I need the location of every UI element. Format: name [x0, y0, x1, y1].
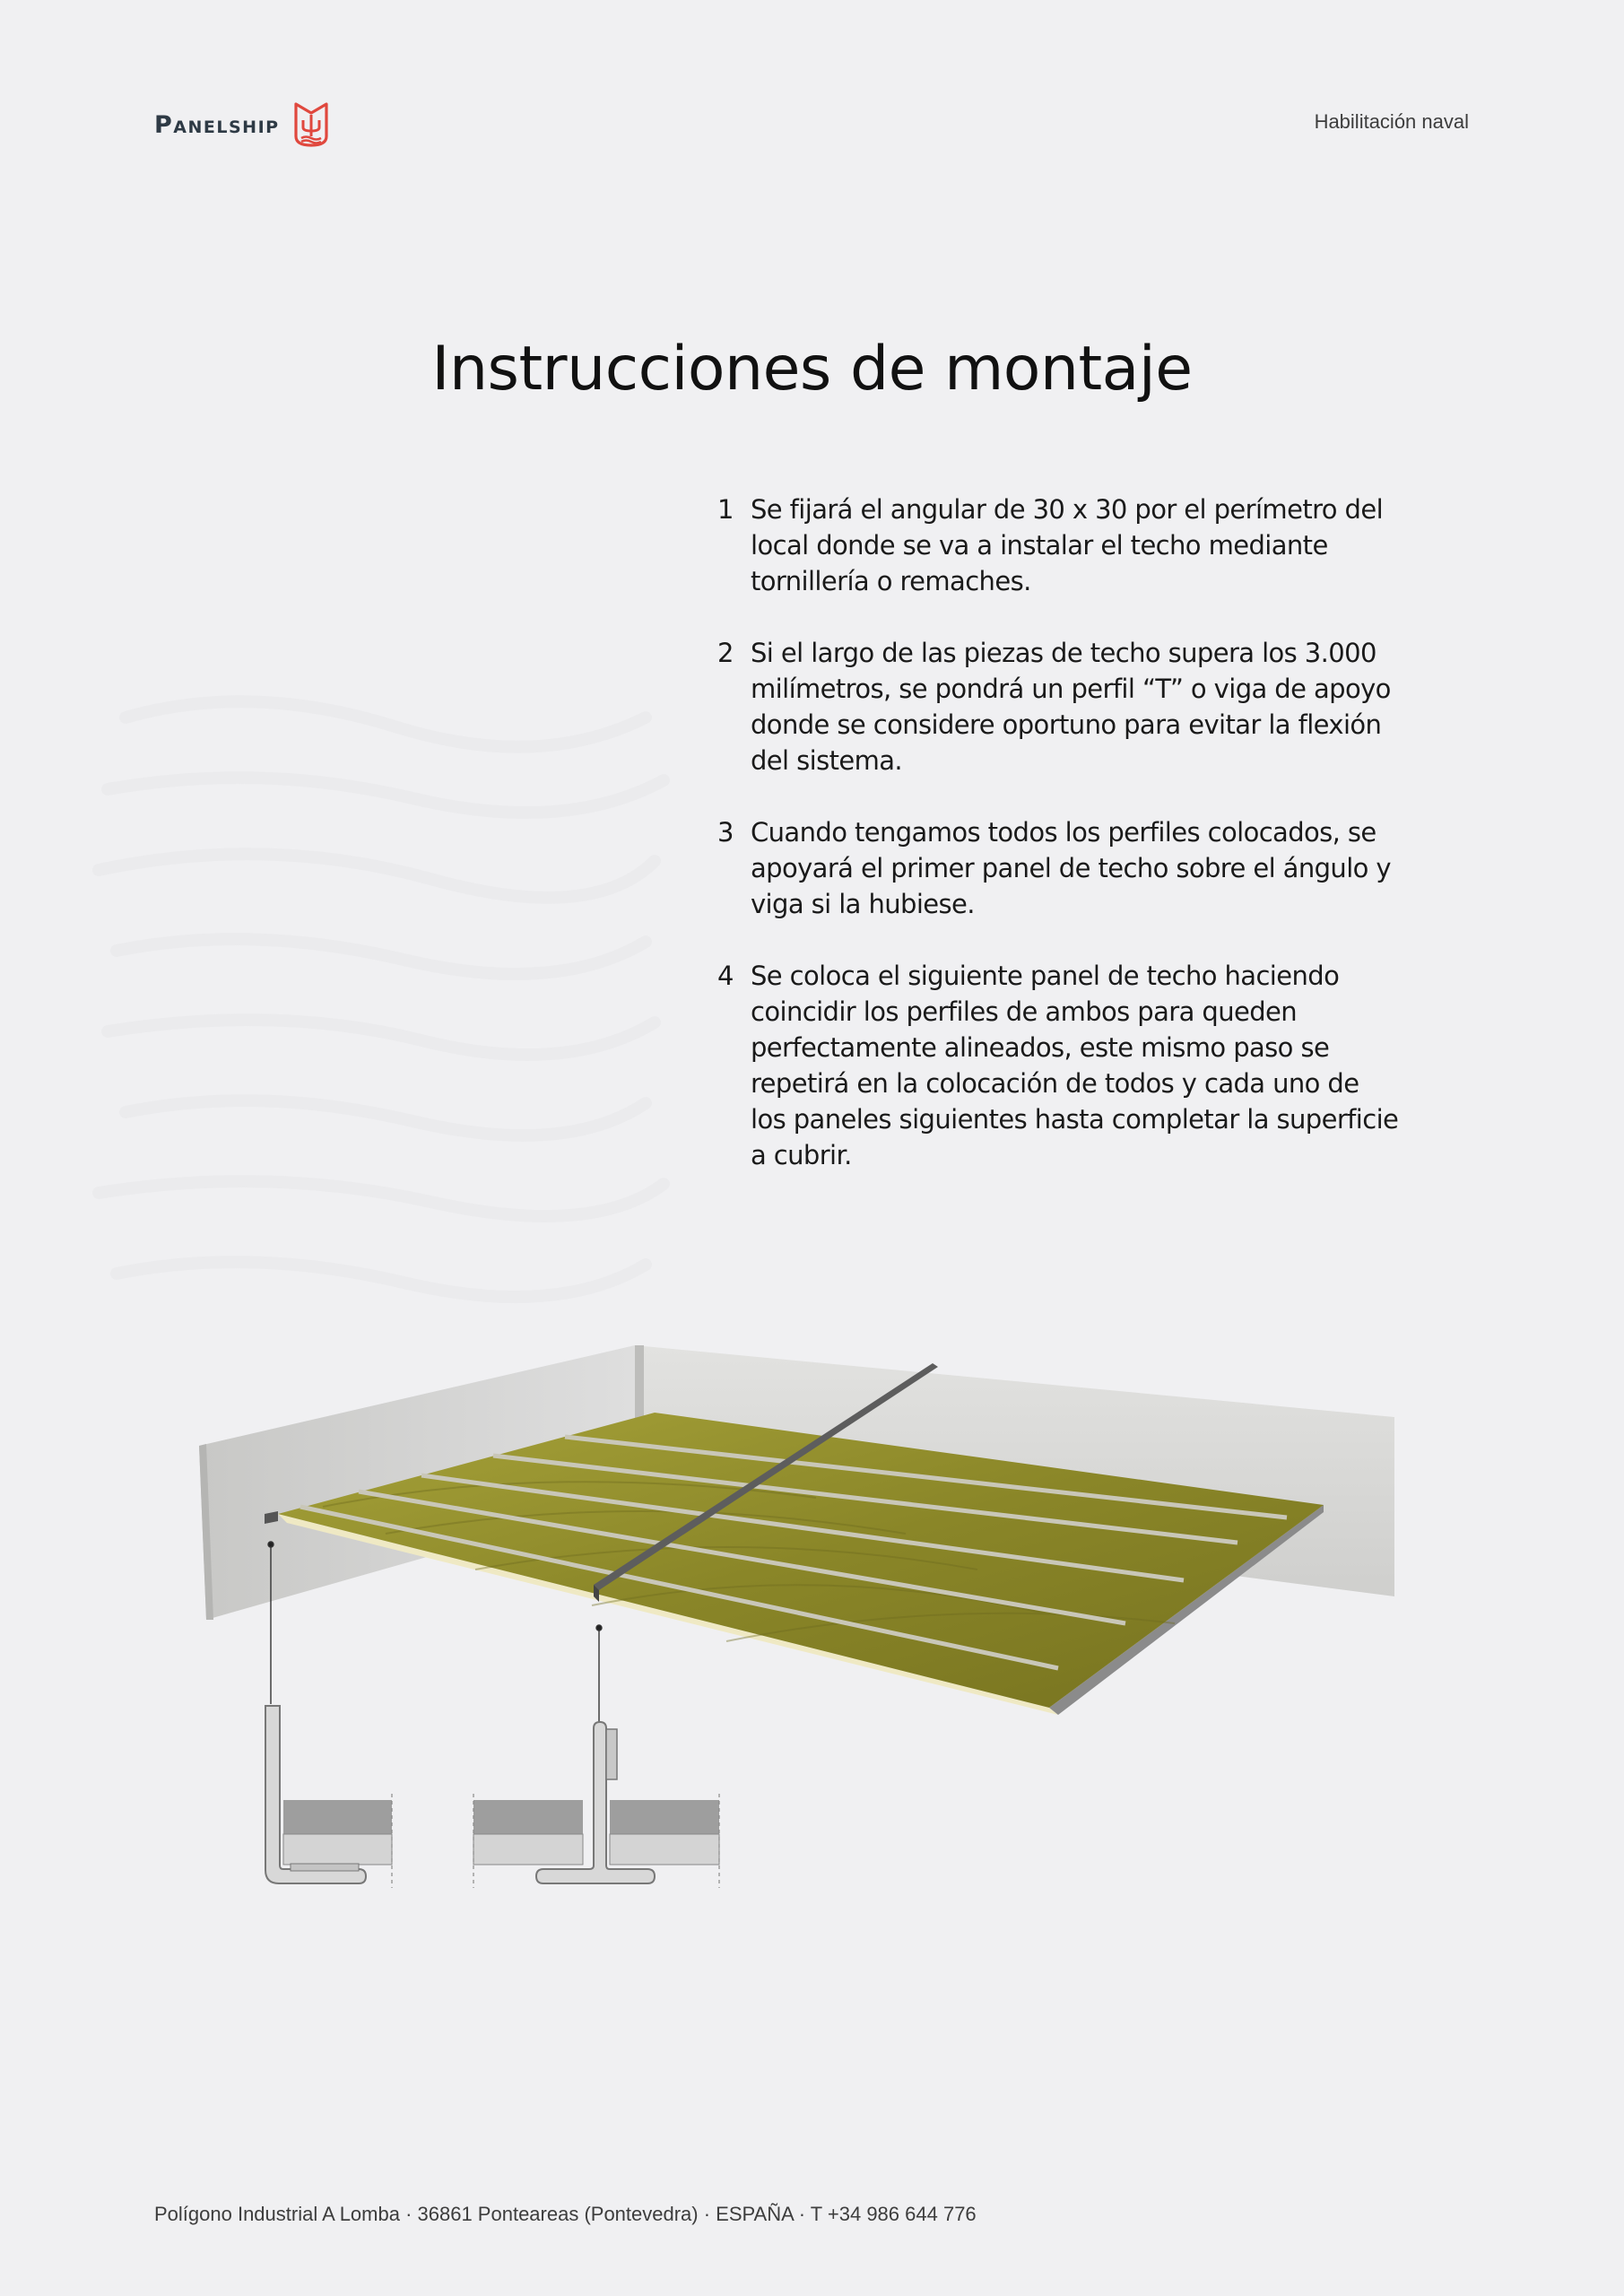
step-number: 2: [717, 638, 734, 668]
ceiling-assembly-illustration: [188, 1327, 1408, 1910]
page-title: Instrucciones de montaje: [431, 334, 1193, 404]
step-text: Cuando tengamos todos los perfiles colocados, se apoyará el primer panel de techo sobre el ángulo y viga si la hubiese.: [751, 817, 1391, 919]
detail-t-section: [473, 1722, 719, 1888]
watermark-pattern: [72, 664, 682, 1327]
assembly-steps: [717, 491, 1399, 1209]
step-number: 3: [717, 817, 734, 848]
step-text: Se coloca el siguiente panel de techo haciendo coincidir los perfiles de ambos para queden perfectamente alineados, este mismo paso se repetirá en la colocación de todos y cada uno de los paneles siguientes hasta completar la superficie a cubrir.: [751, 961, 1399, 1170]
trident-logo-icon: [291, 100, 332, 149]
step-item: [717, 814, 1399, 922]
detail-angle-section: [265, 1706, 392, 1888]
step-number: 1: [717, 494, 734, 525]
step-item: [717, 635, 1399, 778]
step-item: [717, 958, 1399, 1173]
step-item: [717, 491, 1399, 599]
step-number: 4: [717, 961, 734, 991]
step-text: Se fijará el angular de 30 x 30 por el perímetro del local donde se va a instalar el techo mediante tornillería o remaches.: [751, 494, 1384, 596]
footer-address: Polígono Industrial A Lomba · 36861 Ponteareas (Pontevedra) · ESPAÑA · T +34 986 644 776: [154, 2203, 977, 2225]
page-header: [0, 0, 1624, 179]
step-text: Si el largo de las piezas de techo supera los 3.000 milímetros, se pondrá un perfil “T” o viga de apoyo donde se considere oportuno para evitar la flexión del sistema.: [751, 638, 1391, 776]
brand: [154, 100, 332, 149]
section-label: Habilitación naval: [1314, 110, 1469, 133]
brand-name: Panelship: [154, 110, 280, 139]
